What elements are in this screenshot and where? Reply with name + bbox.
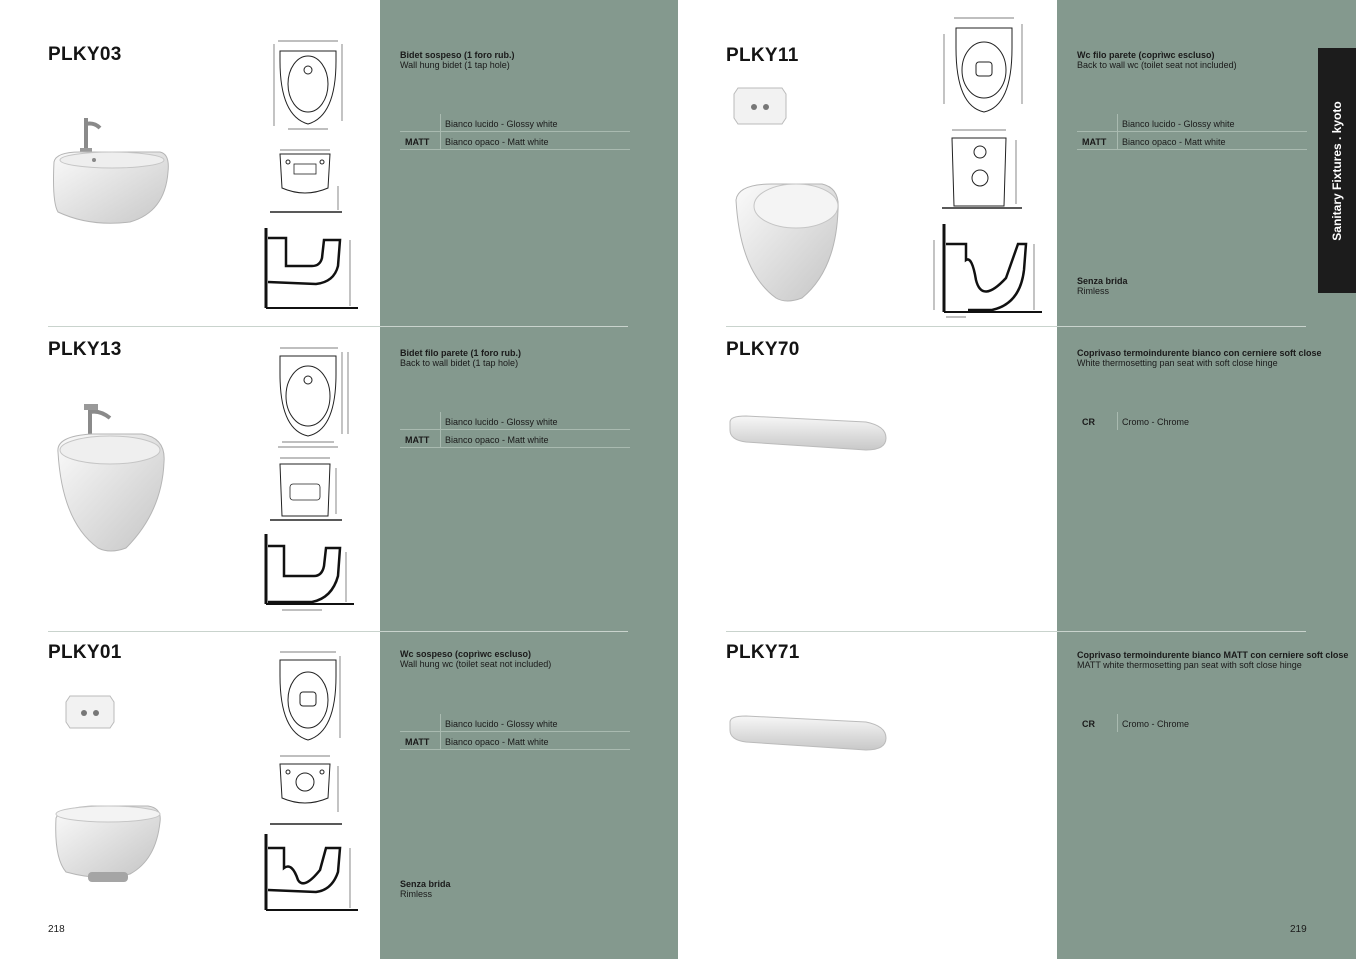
product-code-plky13: PLKY13 <box>48 339 122 360</box>
finish-table-plky13 <box>400 412 630 448</box>
finish-row: Bianco lucido - Glossy white <box>400 714 630 732</box>
page-number-left: 218 <box>48 924 65 935</box>
page-number-right: 219 <box>1290 924 1307 935</box>
wc-section-drawing <box>926 220 1046 320</box>
toilet-seat-photo <box>726 712 890 756</box>
product-description-plky70: Coprivaso termoindurente bianco con cerniere soft close White thermosetting pan seat with soft close hinge <box>1077 348 1322 368</box>
finish-table-plky03 <box>400 114 630 150</box>
rimless-note-plky01: Senza brida Rimless <box>400 879 451 899</box>
wc-top-view-drawing <box>270 648 348 744</box>
product-code-plky01: PLKY01 <box>48 642 122 663</box>
finish-row: Bianco lucido - Glossy white <box>400 412 630 430</box>
wc-section-drawing <box>262 832 360 914</box>
wc-rear-view-drawing <box>936 126 1026 212</box>
side-tab-label: Sanitary Fixtures . kyoto <box>1330 100 1344 241</box>
product-code-plky11: PLKY11 <box>726 45 799 66</box>
finish-row: MATT Bianco opaco - Matt white <box>1077 132 1307 150</box>
finish-row: CR Cromo - Chrome <box>1077 714 1307 732</box>
product-description-plky11: Wc filo parete (coprìwc escluso) Back to wall wc (toilet seat not included) <box>1077 50 1237 70</box>
finish-row: Bianco lucido - Glossy white <box>400 114 630 132</box>
finish-table-plky70 <box>1077 412 1307 430</box>
finish-row: MATT Bianco opaco - Matt white <box>400 732 630 750</box>
section-divider <box>726 326 1306 327</box>
wall-hung-wc-photo <box>52 802 164 886</box>
finish-table-plky11 <box>1077 114 1307 150</box>
bidet-section-drawing <box>262 226 360 312</box>
bidet-rear-view-drawing <box>268 146 348 216</box>
product-code-plky71: PLKY71 <box>726 642 800 663</box>
product-description-plky01: Wc sospeso (coprìwc escluso) Wall hung wc (toilet seat not included) <box>400 649 552 669</box>
finish-table-plky71 <box>1077 714 1307 732</box>
flush-plate-icon <box>732 86 788 126</box>
wc-top-view-drawing <box>940 14 1028 114</box>
product-description-plky13: Bidet filo parete (1 foro rub.) Back to wall bidet (1 tap hole) <box>400 348 522 368</box>
wall-hung-bidet-photo <box>50 112 175 232</box>
product-description-plky03: Bidet sospeso (1 foro rub.) Wall hung bidet (1 tap hole) <box>400 50 515 70</box>
product-code-plky70: PLKY70 <box>726 339 800 360</box>
bidet-section-drawing <box>262 532 358 618</box>
bidet-top-view-drawing <box>268 344 352 449</box>
section-divider <box>726 631 1306 632</box>
back-to-wall-wc-photo <box>732 180 844 304</box>
bidet-top-view-drawing <box>268 36 348 131</box>
finish-row: MATT Bianco opaco - Matt white <box>400 430 630 448</box>
section-divider <box>48 326 628 327</box>
section-divider <box>48 631 628 632</box>
flush-plate-icon <box>64 694 116 730</box>
bidet-rear-view-drawing <box>268 454 348 524</box>
product-code-plky03: PLKY03 <box>48 44 122 65</box>
section-side-tab <box>1318 48 1356 293</box>
finish-table-plky01 <box>400 714 630 750</box>
finish-row: MATT Bianco opaco - Matt white <box>400 132 630 150</box>
wc-rear-view-drawing <box>268 752 348 828</box>
rimless-note-plky11: Senza brida Rimless <box>1077 276 1128 296</box>
finish-row: Bianco lucido - Glossy white <box>1077 114 1307 132</box>
finish-row: CR Cromo - Chrome <box>1077 412 1307 430</box>
toilet-seat-photo <box>726 412 890 456</box>
back-to-wall-bidet-photo <box>52 402 172 554</box>
product-description-plky71: Coprivaso termoindurente bianco MATT con cerniere soft close MATT white thermosetting pan seat with soft close hinge <box>1077 650 1349 670</box>
